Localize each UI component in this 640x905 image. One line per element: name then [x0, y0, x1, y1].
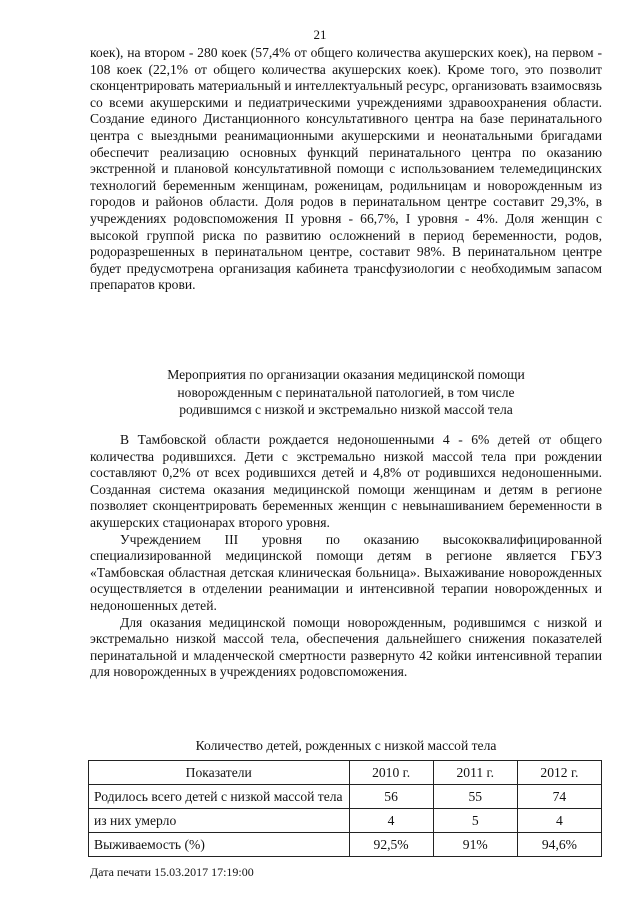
table-cell: 92,5%	[349, 833, 433, 857]
section-heading	[90, 366, 602, 419]
table-header-cell: Показатели	[89, 761, 350, 785]
paragraph-intensive-care-beds: Для оказания медицинской помощи новорожденным, родившимся с низкой и экстремально низкой массой тела, обеспечения дальнейшего снижения показателей перинатальной и младенческой смертности развернуто 42 койки интенсивной терапии для новорожденных в учреждениях родовспоможения.	[90, 614, 602, 680]
page-number: 21	[313, 27, 327, 42]
table-cell: 94,6%	[517, 833, 601, 857]
table-cell: 5	[433, 809, 517, 833]
table-cell: 55	[433, 785, 517, 809]
paragraph-text: коек), на втором - 280 коек (57,4% от общего количества акушерских коек), на первом - 108 коек (22,1% от общего количества акушерских коек). Кроме того, это позволит сконцентрировать материальный и интеллектуальный ресурс, организовать взаимосвязь со всеми акушерскими и педиатрическими учреждениями здравоохранения области. Создание единого Дистанционного консультативного центра на базе перинатального центра с выездными реанимационными акушерскими и неонатальными бригадами обеспечит реализацию основных функций перинатального центра по оказанию экстренной и плановой консультативной помощи с использованием телемедицинских технологий беременным женщинам, роженицам, родильницам и новорожденным из городов и районов области. Доля родов в перинатальном центре составит 29,3%, в учреждениях родовспоможения II уровня - 66,7%, I уровня - 4%. Доля женщин с высокой группой риска по развитию осложнений в период беременности, родов, родоразрешенных в перинатальном центре, составит 98%. В перинатальном центре будет предусмотрена организация кабинета трансфузиологии с необходимым запасом препаратов крови.	[90, 45, 602, 293]
section-heading-line-1: Мероприятия по организации оказания медицинской помощи	[167, 367, 525, 382]
table-cell: 74	[517, 785, 601, 809]
table-cell: 56	[349, 785, 433, 809]
section-heading-line-3: родившимся с низкой и экстремально низкой массой тела	[179, 402, 513, 417]
paragraph-level-three-institution: Учреждением III уровня по оказанию высококвалифицированной специализированной медицинской помощи детям в регионе является ГБУЗ «Тамбовская областная детская клиническая больница». Выхаживание новорожденных осуществляется в отделении реанимации и интенсивной терапии новорожденных и недоношенных детей.	[90, 531, 602, 613]
table-row	[89, 833, 602, 857]
table-caption: Количество детей, рожденных с низкой массой тела	[195, 738, 497, 753]
table-cell: 4	[517, 809, 601, 833]
paragraph-premature-births: В Тамбовской области рождается недоношенными 4 - 6% детей от общего количества родившихся. Дети с экстремально низкой массой тела при рождении составляют 0,2% от всех родившихся детей и 4,8% от родившихся недоношенными. Созданная система оказания медицинской помощи женщинам и детям в регионе позволяет сконцентрировать беременных женщин с невынашиванием беременности в акушерских стационарах второго уровня.	[90, 432, 602, 530]
table-header-row	[89, 761, 602, 785]
table-cell: 91%	[433, 833, 517, 857]
section-heading-line-2: новорожденным с перинатальной патологией, в том числе	[177, 384, 515, 400]
section-body	[90, 432, 602, 681]
print-date: Дата печати 15.03.2017 17:19:00	[90, 865, 254, 879]
paragraph-perinatal-center	[90, 45, 602, 294]
low-birth-weight-table	[88, 760, 602, 857]
table-row	[89, 785, 602, 809]
table-cell-label: Выживаемость (%)	[89, 833, 350, 857]
table-cell-label: из них умерло	[89, 809, 350, 833]
table-header-cell: 2010 г.	[349, 761, 433, 785]
table-cell: 4	[349, 809, 433, 833]
table-header-cell: 2012 г.	[517, 761, 601, 785]
table-header-cell: 2011 г.	[433, 761, 517, 785]
table-cell-label: Родилось всего детей с низкой массой тела	[89, 785, 350, 809]
table-row	[89, 809, 602, 833]
